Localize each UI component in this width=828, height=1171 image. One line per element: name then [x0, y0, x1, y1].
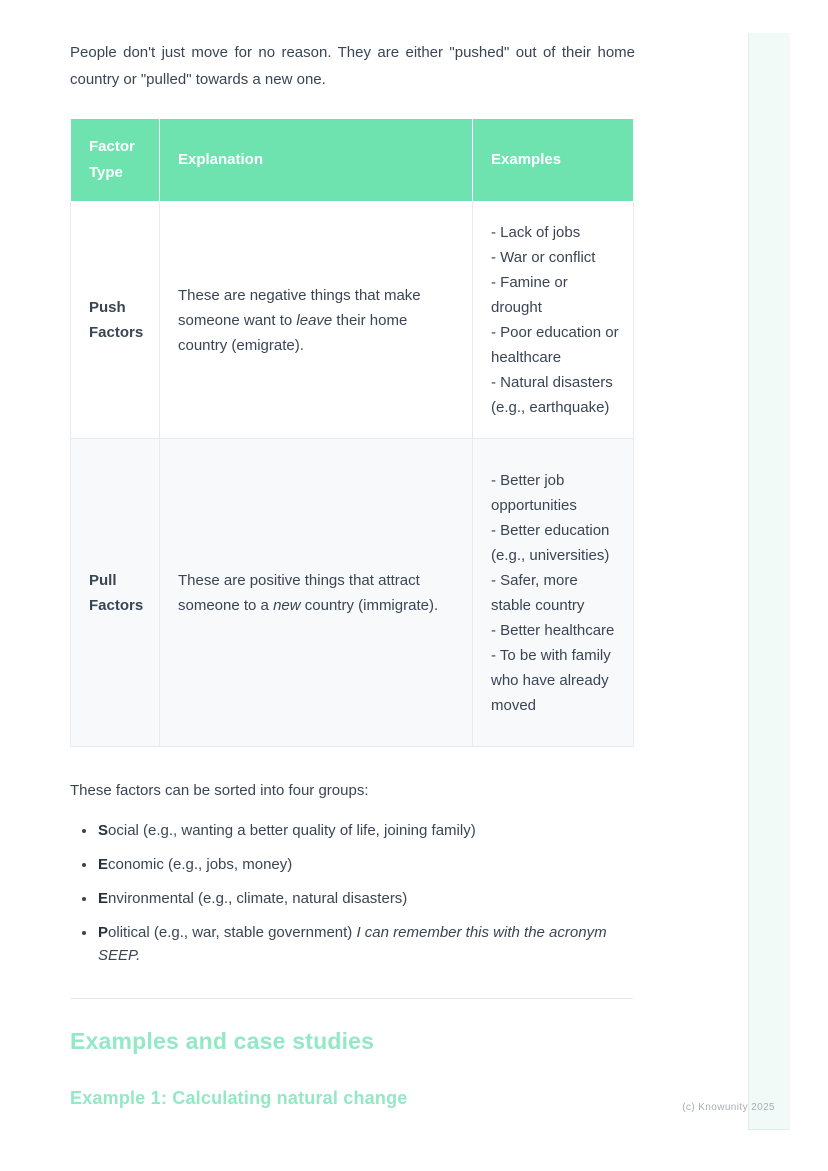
section-divider [70, 998, 633, 999]
list-item-political [97, 921, 635, 967]
document-page [70, 0, 635, 1109]
column-header-factor-type: Factor Type [71, 119, 160, 202]
page-edge-strip [748, 33, 790, 1130]
example-item: - War or conflict [491, 249, 596, 266]
example-item: - Natural disasters (e.g., earthquake) [491, 374, 613, 416]
explanation-text: These are positive things that attract someone to a [178, 571, 420, 614]
explanation-cell [160, 439, 473, 747]
examples-cell [473, 202, 634, 439]
lead-letter: S [98, 822, 109, 839]
lead-letter: E [98, 856, 109, 873]
lead-letter: E [98, 890, 109, 907]
column-header-explanation: Explanation [160, 119, 473, 202]
examples-list [491, 468, 619, 718]
examples-cell [473, 439, 634, 747]
mnemonic-note: I can remember this with the acronym SEEP. [98, 924, 607, 964]
column-header-examples: Examples [473, 119, 634, 202]
table-header-row [71, 119, 634, 202]
examples-list [491, 220, 619, 420]
example-item: - Better healthcare [491, 621, 615, 639]
list-item-social [97, 819, 635, 842]
example-item: - Famine or drought [491, 274, 568, 316]
list-item-text: conomic (e.g., jobs, money) [108, 856, 293, 873]
list-item-environmental [97, 887, 635, 910]
explanation-emphasis: leave [296, 311, 333, 329]
example-item: - Better education (e.g., universities) [491, 521, 610, 564]
explanation-text: These are negative things that make someone want to [178, 286, 421, 329]
list-item-economic [97, 853, 635, 876]
factor-type-cell: Push Factors [71, 202, 160, 439]
seep-groups-list [70, 819, 635, 967]
list-item-text: ocial (e.g., wanting a better quality of life, joining family) [108, 822, 476, 839]
explanation-cell [160, 202, 473, 439]
subsection-heading-example-1: Example 1: Calculating natural change [70, 1088, 408, 1108]
table-row-pull-factors [71, 439, 634, 747]
lead-letter: P [98, 924, 109, 941]
explanation-text: country (immigrate). [300, 596, 439, 614]
section-heading-examples: Examples and case studies [70, 1028, 375, 1054]
intro-paragraph: People don't just move for no reason. They are either "pushed" out of their home country or "pulled" towards a new one. [70, 44, 635, 88]
groups-lead-paragraph: These factors can be sorted into four groups: [70, 782, 369, 799]
list-item-text: nvironmental (e.g., climate, natural disasters) [108, 890, 408, 907]
example-item: - Poor education or healthcare [491, 324, 619, 366]
table-row-push-factors [71, 202, 634, 439]
explanation-emphasis: new [273, 596, 301, 614]
explanation-text: their home country (emigrate). [178, 311, 408, 354]
example-item: - Better job opportunities [491, 471, 577, 514]
example-item: - Safer, more stable country [491, 571, 585, 614]
push-pull-factors-table [70, 118, 634, 747]
factor-type-cell: Pull Factors [71, 439, 160, 747]
example-item: - Lack of jobs [491, 224, 581, 241]
example-item: - To be with family who have already moved [491, 646, 611, 714]
copyright-credit: (c) Knowunity 2025 [682, 1102, 775, 1113]
list-item-text: olitical (e.g., war, stable government) [108, 924, 357, 941]
